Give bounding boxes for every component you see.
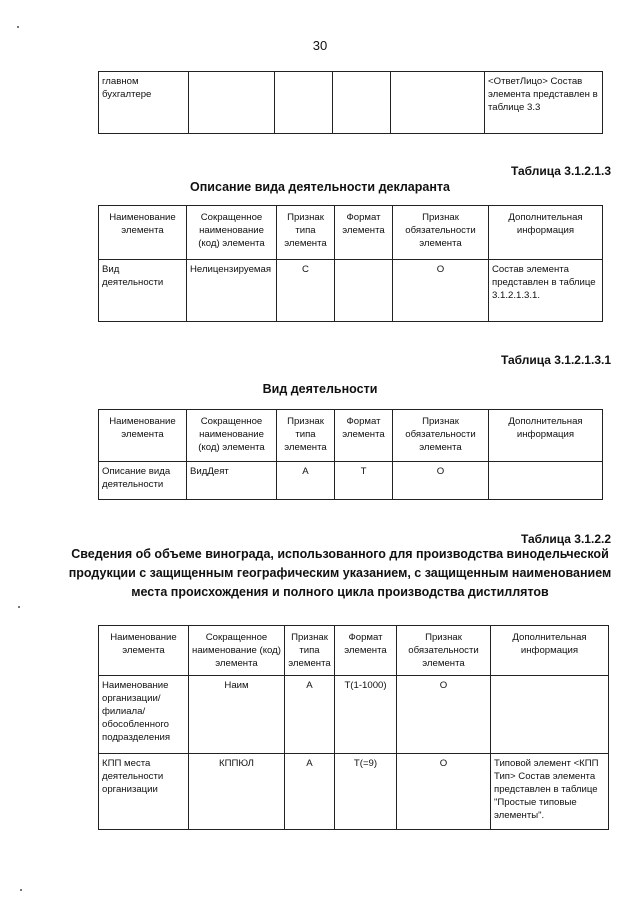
- column-header: Признак типа элемента: [277, 410, 335, 462]
- table-row: [99, 462, 603, 500]
- type-cell: А: [285, 754, 335, 830]
- required-cell: О: [397, 754, 491, 830]
- column-header: Признак обязательности элемента: [393, 206, 489, 260]
- required-cell: О: [397, 676, 491, 754]
- required-cell: О: [393, 260, 489, 322]
- code-cell: Наим: [189, 676, 285, 754]
- table-caption: Таблица 3.1.2.2: [520, 532, 611, 546]
- type-cell: [275, 72, 333, 134]
- table-row: [99, 72, 603, 134]
- table-title: Вид деятельности: [262, 382, 378, 396]
- element-name-cell: Описание вида деятельности: [99, 462, 187, 500]
- format-cell: [335, 260, 393, 322]
- column-header: Формат элемента: [335, 410, 393, 462]
- table-row: [99, 676, 609, 754]
- code-cell: ВидДеят: [187, 462, 277, 500]
- table-row: [99, 260, 603, 322]
- format-cell: [333, 72, 391, 134]
- column-header: Признак типа элемента: [285, 626, 335, 676]
- column-header: Наименование элемента: [99, 626, 189, 676]
- table-row: [99, 754, 609, 830]
- column-header: Признак типа элемента: [277, 206, 335, 260]
- column-header: Сокращенное наименование (код) элемента: [189, 626, 285, 676]
- activity-type-table: [98, 409, 603, 500]
- required-cell: [391, 72, 485, 134]
- grape-volume-table: [98, 625, 609, 830]
- column-header: Признак обязательности элемента: [393, 410, 489, 462]
- element-name-cell: КПП места деятельности организации: [99, 754, 189, 830]
- info-cell: Типовой элемент <КПП Тип> Состав элемента представлен в таблице "Простые типовые элементы".: [491, 754, 609, 830]
- info-cell: Состав элемента представлен в таблице 3.1.2.1.3.1.: [489, 260, 603, 322]
- type-cell: А: [285, 676, 335, 754]
- column-header: Сокращенное наименование (код) элемента: [187, 410, 277, 462]
- element-name-cell: главном бухгалтере: [99, 72, 189, 134]
- info-cell: [491, 676, 609, 754]
- table-header-row: [99, 410, 603, 462]
- page-number: 30: [312, 38, 328, 53]
- table-title-line: Сведения об объеме винограда, использованного для производства винодельческой: [71, 547, 609, 561]
- required-cell: О: [393, 462, 489, 500]
- scan-speck: [18, 606, 20, 608]
- scan-speck: [17, 26, 19, 28]
- column-header: Признак обязательности элемента: [397, 626, 491, 676]
- table-caption: Таблица 3.1.2.1.3: [510, 164, 611, 178]
- column-header: Наименование элемента: [99, 410, 187, 462]
- element-name-cell: Вид деятельности: [99, 260, 187, 322]
- table-caption: Таблица 3.1.2.1.3.1: [500, 353, 611, 367]
- type-cell: А: [277, 462, 335, 500]
- table-title: [60, 545, 620, 602]
- type-cell: С: [277, 260, 335, 322]
- activity-description-table: [98, 205, 603, 322]
- column-header: Наименование элемента: [99, 206, 187, 260]
- column-header: Дополнительная информация: [491, 626, 609, 676]
- format-cell: Т(1-1000): [335, 676, 397, 754]
- info-cell: [489, 462, 603, 500]
- info-cell: <ОтветЛицо> Состав элемента представлен в таблице 3.3: [485, 72, 603, 134]
- column-header: Сокращенное наименование (код) элемента: [187, 206, 277, 260]
- code-cell: [189, 72, 275, 134]
- column-header: Дополнительная информация: [489, 410, 603, 462]
- table-header-row: [99, 206, 603, 260]
- element-name-cell: Наименование организации/ филиала/ обособленного подразделения: [99, 676, 189, 754]
- column-header: Формат элемента: [335, 206, 393, 260]
- format-cell: Т(=9): [335, 754, 397, 830]
- scan-speck: [20, 889, 22, 891]
- column-header: Формат элемента: [335, 626, 397, 676]
- table-header-row: [99, 626, 609, 676]
- top-table: [98, 71, 603, 134]
- table-title-line: продукции с защищенным географическим указанием, с защищенным наименованием: [68, 566, 612, 580]
- format-cell: Т: [335, 462, 393, 500]
- code-cell: Нелицензируемая: [187, 260, 277, 322]
- table-title: Описание вида деятельности декларанта: [190, 180, 450, 194]
- code-cell: КППЮЛ: [189, 754, 285, 830]
- column-header: Дополнительная информация: [489, 206, 603, 260]
- table-title-line: места происхождения и полного цикла производства дистиллятов: [131, 585, 549, 599]
